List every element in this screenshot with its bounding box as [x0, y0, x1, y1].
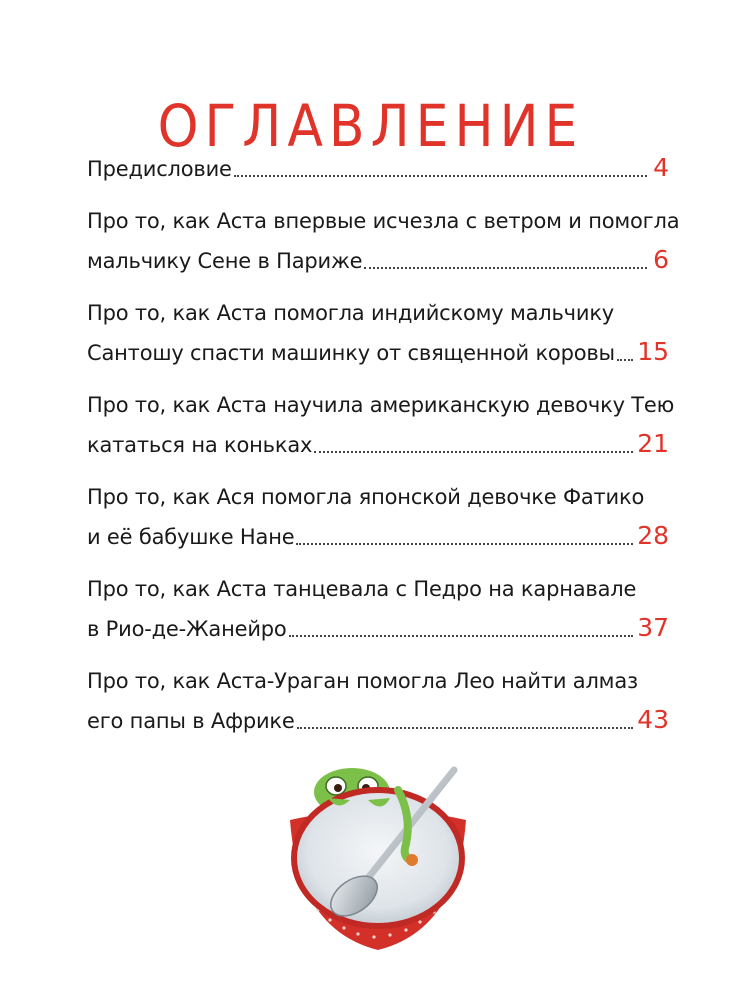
toc-entry-title-line1: Про то, как Аста танцевала с Педро на карнавале: [87, 577, 637, 601]
toc-entry-line: [87, 330, 669, 370]
table-of-contents: [87, 146, 680, 756]
toc-entry[interactable]: [87, 480, 669, 554]
toc-entry[interactable]: [87, 146, 669, 186]
toc-entry-title-line1: Про то, как Аста-Ураган помогла Лео найти алмаз: [87, 669, 638, 693]
toc-entry-title-line1: Про то, как Аста научила американскую девочку Тею: [87, 393, 675, 417]
toc-entry-title-line2: мальчику Сене в Париже: [87, 249, 363, 273]
toc-page-number: 6: [653, 245, 669, 274]
toc-entry-line: [87, 698, 669, 738]
toc-entry-line: [87, 514, 669, 554]
toc-entry-title-line2: Сантошу спасти машинку от священной коровы: [87, 341, 615, 365]
toc-entry-line: [87, 606, 669, 646]
toc-entry-title-line2: его папы в Африке: [87, 709, 295, 733]
dot-leader: [234, 175, 647, 177]
dot-leader: [617, 359, 633, 361]
toc-entry[interactable]: [87, 296, 669, 370]
toc-entry-line: [87, 146, 669, 186]
frog-in-bowl-with-spoon-icon: [278, 760, 478, 980]
dot-leader: [297, 727, 634, 729]
toc-entry-title-line1: Про то, как Аста впервые исчезла с ветром и помогла: [87, 209, 680, 233]
toc-entry-title-line1: Про то, как Ася помогла японской девочке Фатико: [87, 485, 645, 509]
toc-entry-title-line1: Про то, как Аста помогла индийскому мальчику: [87, 301, 615, 325]
dot-leader: [364, 267, 647, 269]
toc-entry[interactable]: [87, 664, 669, 738]
toc-page-number: 43: [637, 705, 669, 734]
toc-page-number: 37: [637, 613, 669, 642]
toc-page-number: 4: [653, 153, 669, 182]
toc-page-number: 21: [637, 429, 669, 458]
toc-entry-title-line2: кататься на коньках: [87, 433, 313, 457]
toc-entry-title-line2: и её бабушке Нане: [87, 525, 295, 549]
toc-entry[interactable]: [87, 388, 675, 462]
toc-page-number: 15: [637, 337, 669, 366]
page-title: ОГЛАВЛЕНИЕ: [157, 93, 584, 161]
toc-entry-title: Предисловие: [87, 157, 232, 181]
dot-leader: [314, 451, 633, 453]
dot-leader: [296, 543, 633, 545]
dot-leader: [289, 635, 634, 637]
toc-entry-title-line2: в Рио-де-Жанейро: [87, 617, 287, 641]
toc-entry-line: [87, 238, 669, 278]
toc-entry[interactable]: [87, 572, 669, 646]
toc-entry[interactable]: [87, 204, 680, 278]
toc-page-number: 28: [637, 521, 669, 550]
toc-entry-line: [87, 422, 669, 462]
